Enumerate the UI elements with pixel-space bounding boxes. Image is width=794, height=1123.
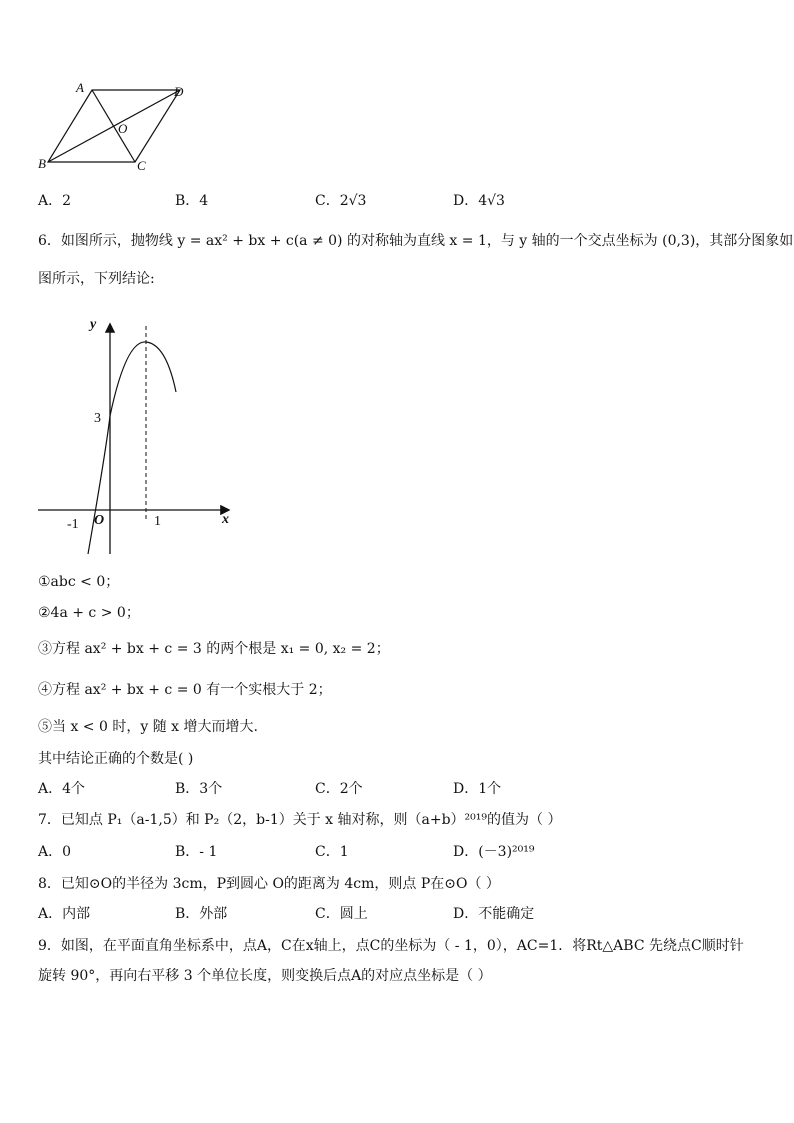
q9-stem-line2: 旋转 90°，再向右平移 3 个单位长度，则变换后点A的对应点坐标是（ ） bbox=[38, 968, 492, 984]
q6-question: 其中结论正确的个数是( ) bbox=[38, 751, 194, 767]
vertex-label-d: D bbox=[174, 84, 184, 99]
q6-statement-5: ⑤当 x < 0 时，y 随 x 增大而增大. bbox=[38, 719, 258, 735]
q5-option-d: D．4√3 bbox=[453, 193, 505, 209]
origin-label: O bbox=[94, 513, 105, 528]
tick-label-1: 1 bbox=[154, 514, 161, 529]
q5-option-c: C．2√3 bbox=[315, 193, 367, 209]
parabola-graph bbox=[30, 310, 250, 560]
q5-option-a: A．2 bbox=[38, 193, 72, 209]
vertex-label-c: C bbox=[137, 158, 146, 173]
q8-option-a: A．内部 bbox=[38, 906, 91, 922]
q7-option-d: D．(－3)²⁰¹⁹ bbox=[453, 844, 535, 860]
q6-statement-1: ①abc < 0； bbox=[38, 574, 120, 590]
q6-option-d: D．1个 bbox=[453, 781, 502, 797]
tick-label-neg1: -1 bbox=[67, 517, 79, 532]
diagonal-ac bbox=[92, 90, 135, 162]
q6-option-a: A．4个 bbox=[38, 781, 86, 797]
vertex-label-a: A bbox=[76, 80, 84, 95]
vertex-label-b: B bbox=[38, 156, 46, 171]
q8-stem: 8．已知⊙O的半径为 3cm，P到圆心 O的距离为 4cm，则点 P在⊙O（ ） bbox=[38, 876, 500, 892]
q5-option-b: B．4 bbox=[175, 193, 209, 209]
q7-option-c: C．1 bbox=[315, 844, 349, 860]
q7-option-b: B．- 1 bbox=[175, 844, 218, 860]
q6-option-c: C．2个 bbox=[315, 781, 363, 797]
q6-statement-4: ④方程 ax² + bx + c = 0 有一个实根大于 2； bbox=[38, 682, 332, 698]
q8-option-c: C．圆上 bbox=[315, 906, 368, 922]
q7-option-a: A．0 bbox=[38, 844, 72, 860]
q6-statement-3: ③方程 ax² + bx + c = 3 的两个根是 x₁ = 0, x₂ = 2； bbox=[38, 641, 390, 657]
q7-stem: 7．已知点 P₁（a-1,5）和 P₂（2，b-1）关于 x 轴对称，则（a+b）²⁰¹⁹的值为（ ） bbox=[38, 812, 562, 828]
y-axis-label: y bbox=[90, 317, 97, 332]
q9-stem-line1: 9．如图，在平面直角坐标系中，点A，C在x轴上，点C的坐标为（ - 1，0），AC=1．将Rt△ABC 先绕点C顺时针 bbox=[38, 938, 744, 954]
center-label-o: O bbox=[118, 121, 128, 136]
x-axis-label: x bbox=[222, 512, 229, 527]
q6-stem-line1: 6．如图所示，抛物线 y = ax² + bx + c(a ≠ 0) 的对称轴为直线 x = 1，与 y 轴的一个交点坐标为 (0,3)，其部分图象如 bbox=[38, 233, 794, 249]
q6-stem-line2: 图所示，下列结论: bbox=[38, 271, 155, 287]
q6-option-b: B．3个 bbox=[175, 781, 223, 797]
parallelogram-figure bbox=[30, 78, 200, 178]
q8-option-d: D．不能确定 bbox=[453, 906, 535, 922]
y-intercept-label: 3 bbox=[94, 411, 101, 426]
q8-option-b: B．外部 bbox=[175, 906, 228, 922]
q6-statement-2: ②4a + c > 0； bbox=[38, 605, 140, 621]
